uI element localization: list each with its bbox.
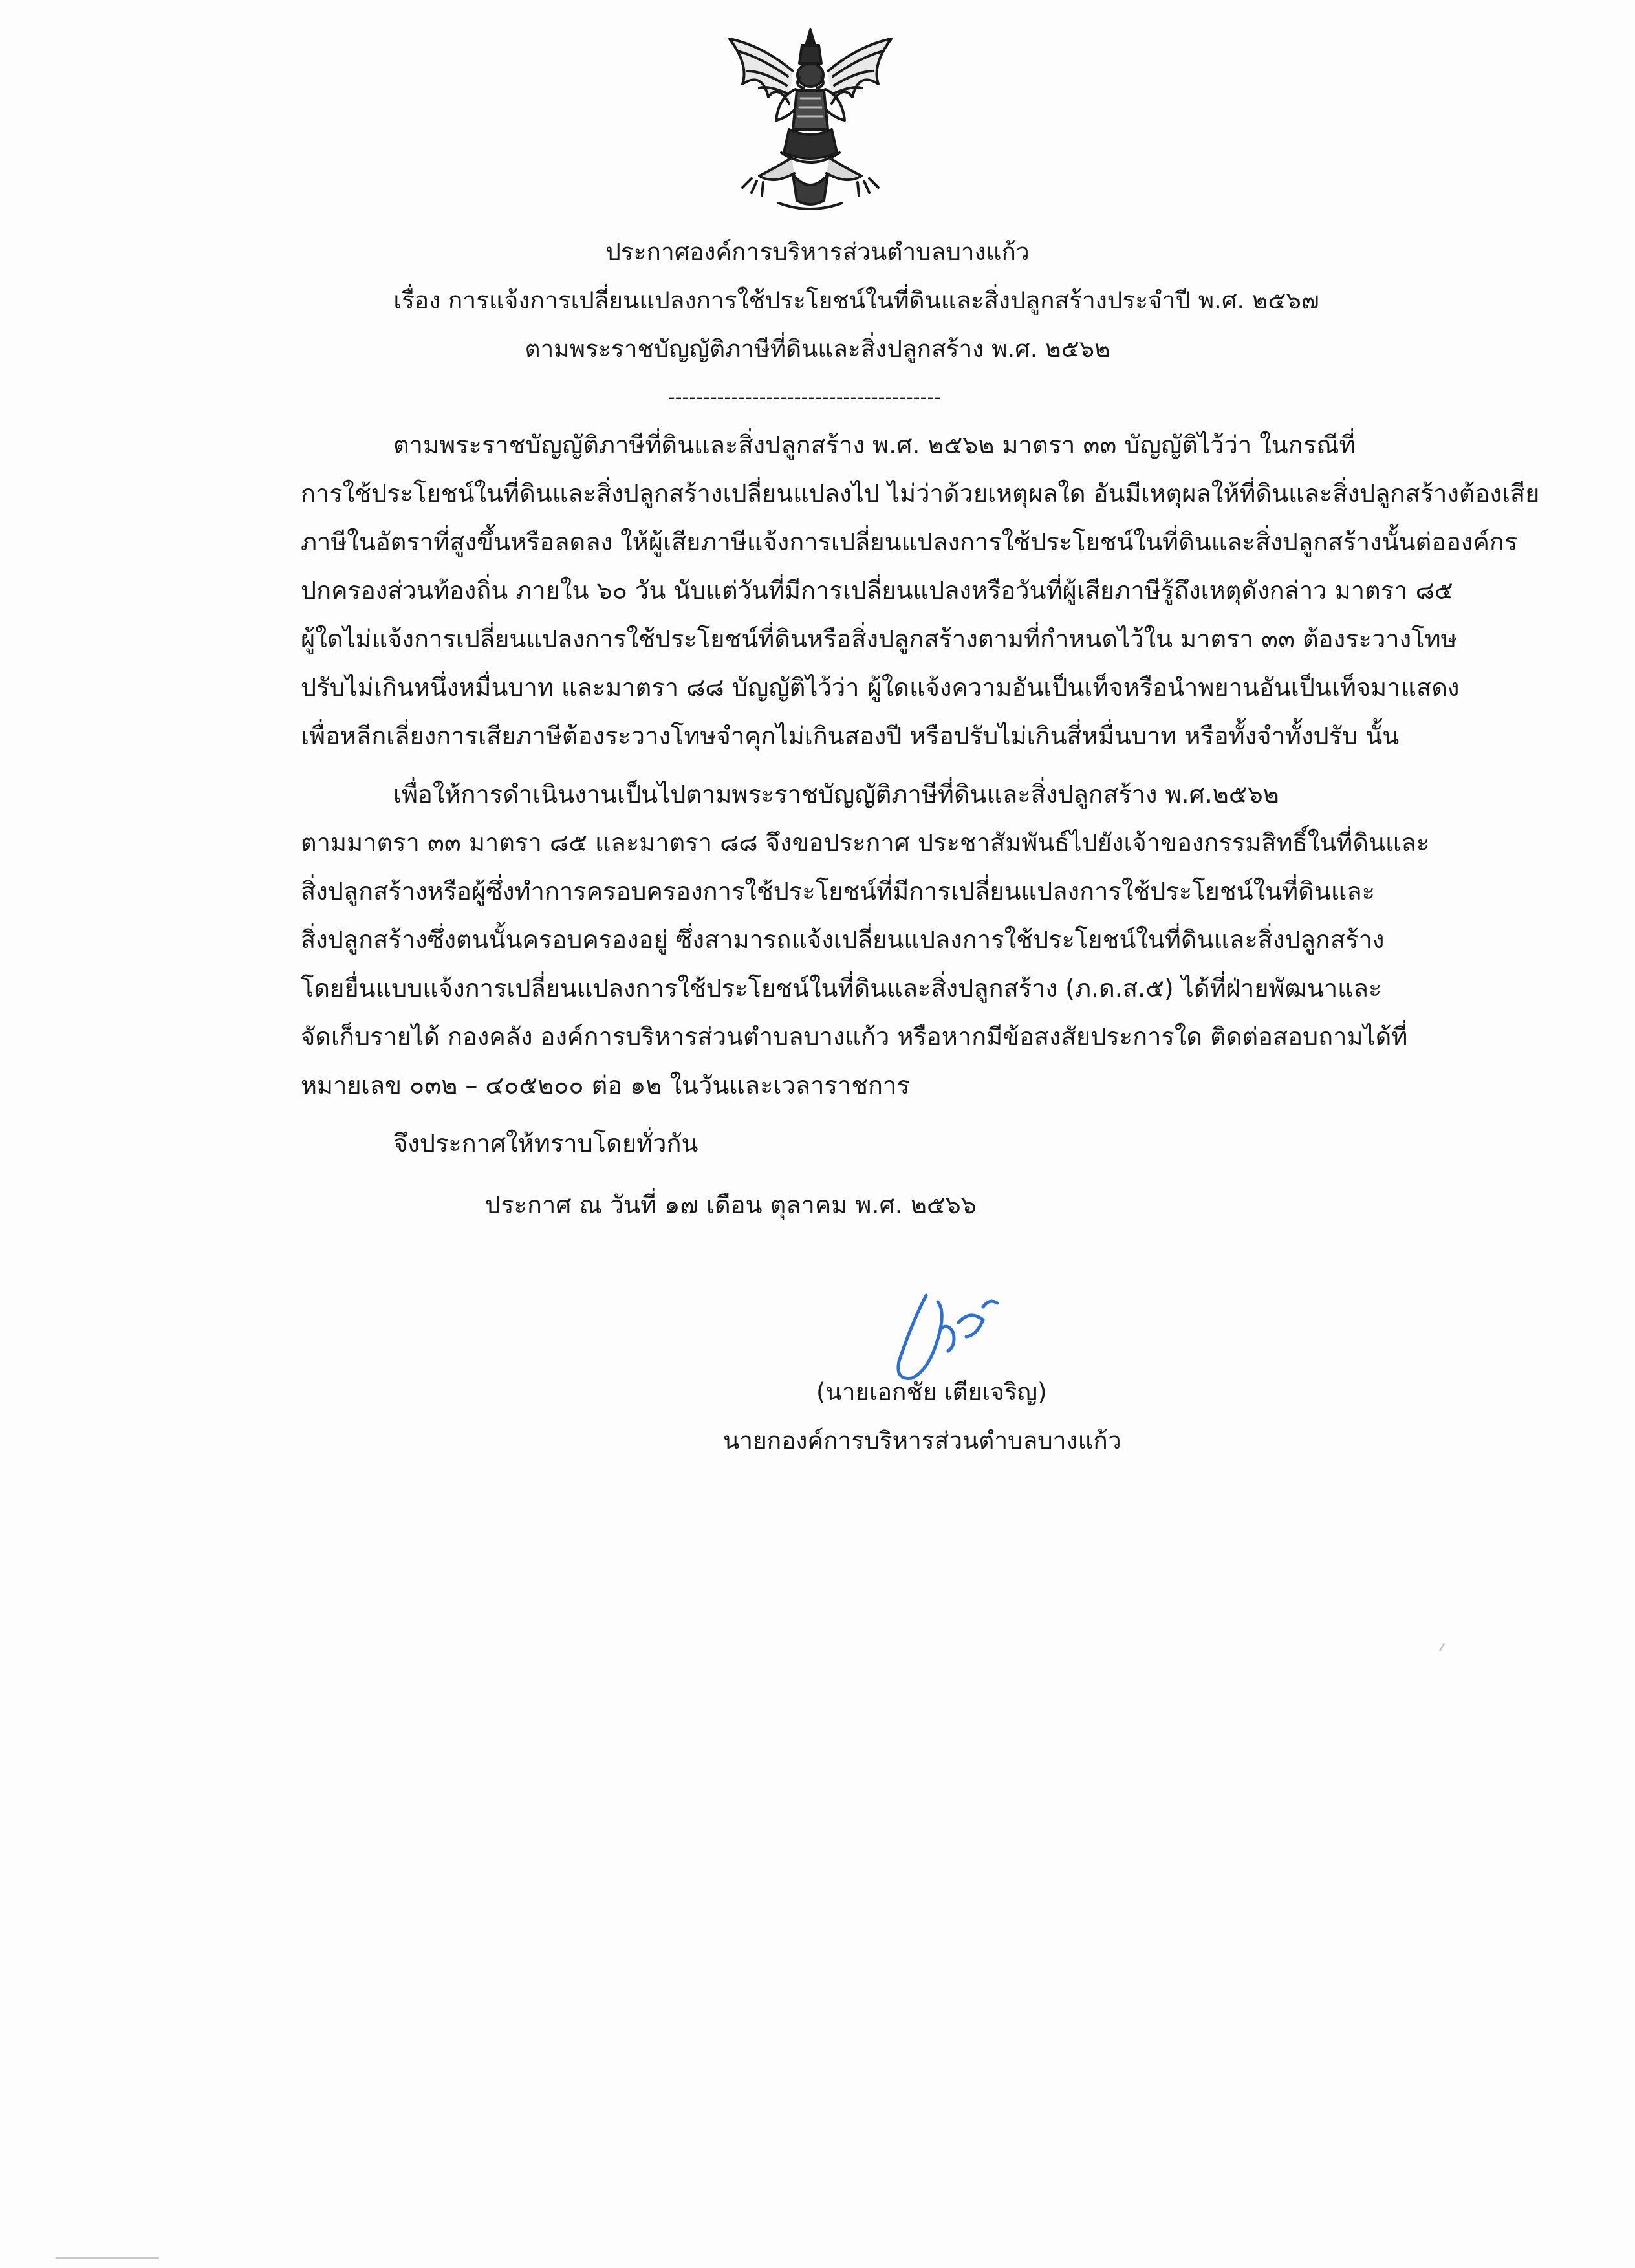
- scan-artifact: [1439, 1643, 1446, 1652]
- paragraph-2-line: โดยยื่นแบบแจ้งการเปลี่ยนแปลงการใช้ประโยชน์ในที่ดินและสิ่งปลูกสร้าง (ภ.ด.ส.๕) ได้ที่ฝ่ายพัฒนาและ: [301, 974, 1382, 1002]
- paragraph-2-line: สิ่งปลูกสร้างซึ่งตนนั้นครอบครองอยู่ ซึ่งสามารถแจ้งเปลี่ยนแปลงการใช้ประโยชน์ในที่ดินและสิ่งปลูกสร้าง: [301, 925, 1385, 954]
- paragraph-2-line: ตามมาตรา ๓๓ มาตรา ๘๕ และมาตรา ๘๘ จึงขอประกาศ ประชาสัมพันธ์ไปยังเจ้าของกรรมสิทธิ์ในที่ดินและ: [301, 828, 1430, 857]
- paragraph-2-line: สิ่งปลูกสร้างหรือผู้ซึ่งทำการครอบครองการใช้ประโยชน์ที่มีการเปลี่ยนแปลงการใช้ประโยชน์ในที่ดินและ: [301, 877, 1376, 905]
- paragraph-2-line: จัดเก็บรายได้ กองคลัง องค์การบริหารส่วนตำบลบางแก้ว หรือหากมีข้อสงสัยประการใด ติดต่อสอบถามได้ที่: [301, 1022, 1408, 1051]
- paragraph-1-line: ตามพระราชบัญญัติภาษีที่ดินและสิ่งปลูกสร้าง พ.ศ. ๒๕๖๒ มาตรา ๓๓ บัญญัติไว้ว่า ในกรณีที่: [393, 431, 1356, 459]
- paragraph-1-line: ผู้ใดไม่แจ้งการเปลี่ยนแปลงการใช้ประโยชน์ที่ดินหรือสิ่งปลูกสร้างตามที่กำหนดไว้ใน มาตรา ๓๓ ต้องระวางโทษ: [301, 625, 1457, 653]
- closing-statement: จึงประกาศให้ทราบโดยทั่วกัน: [393, 1129, 698, 1158]
- signatory-name: (นายเอกชัย เตียเจริญ): [816, 1378, 1047, 1406]
- announcement-law-reference: ตามพระราชบัญญัติภาษีที่ดินและสิ่งปลูกสร้าง พ.ศ. ๒๕๖๒: [525, 335, 1110, 363]
- header-divider: ---------------------------------------: [667, 386, 942, 409]
- paragraph-1-line: ปรับไม่เกินหนึ่งหมื่นบาท และมาตรา ๘๘ บัญญัติไว้ว่า ผู้ใดแจ้งความอันเป็นเท็จหรือนำพยานอันเป็นเท็จมาแสดง: [301, 673, 1460, 702]
- paragraph-1-line: ปกครองส่วนท้องถิ่น ภายใน ๖๐ วัน นับแต่วันที่มีการเปลี่ยนแปลงหรือวันที่ผู้เสียภาษีรู้ถึงเหตุดังกล่าว มาตรา ๘๕: [301, 576, 1453, 605]
- announcement-title: ประกาศองค์การบริหารส่วนตำบลบางแก้ว: [605, 238, 1030, 266]
- scan-artifact: [56, 2257, 159, 2259]
- paragraph-2-line: เพื่อให้การดำเนินงานเป็นไปตามพระราชบัญญัติภาษีที่ดินและสิ่งปลูกสร้าง พ.ศ.๒๕๖๒: [393, 780, 1279, 808]
- paragraph-1-line: เพื่อหลีกเลี่ยงการเสียภาษีต้องระวางโทษจำคุกไม่เกินสองปี หรือปรับไม่เกินสี่หมื่นบาท หรือทั้งจำทั้งปรับ นั้น: [301, 722, 1400, 750]
- announcement-subject: เรื่อง การแจ้งการเปลี่ยนแปลงการใช้ประโยชน์ในที่ดินและสิ่งปลูกสร้างประจำปี พ.ศ. ๒๕๖๗: [393, 286, 1319, 314]
- garuda-emblem-icon: [717, 26, 904, 213]
- announcement-date: ประกาศ ณ วันที่ ๑๗ เดือน ตุลาคม พ.ศ. ๒๕๖๖: [485, 1191, 977, 1219]
- paragraph-1-line: การใช้ประโยชน์ในที่ดินและสิ่งปลูกสร้างเปลี่ยนแปลงไป ไม่ว่าด้วยเหตุผลใด อันมีเหตุผลให้ที่ดินและสิ่งปลูกสร้างต้องเสีย: [301, 479, 1540, 508]
- paragraph-2-line: หมายเลข ๐๓๒ – ๔๐๕๒๐๐ ต่อ ๑๒ ในวันและเวลาราชการ: [301, 1071, 910, 1099]
- paragraph-1-line: ภาษีในอัตราที่สูงขึ้นหรือลดลง ให้ผู้เสียภาษีแจ้งการเปลี่ยนแปลงการใช้ประโยชน์ในที่ดินและสิ่งปลูกสร้างนั้นต่อองค์กร: [301, 528, 1518, 556]
- signatory-position: นายกองค์การบริหารส่วนตำบลบางแก้ว: [723, 1427, 1121, 1454]
